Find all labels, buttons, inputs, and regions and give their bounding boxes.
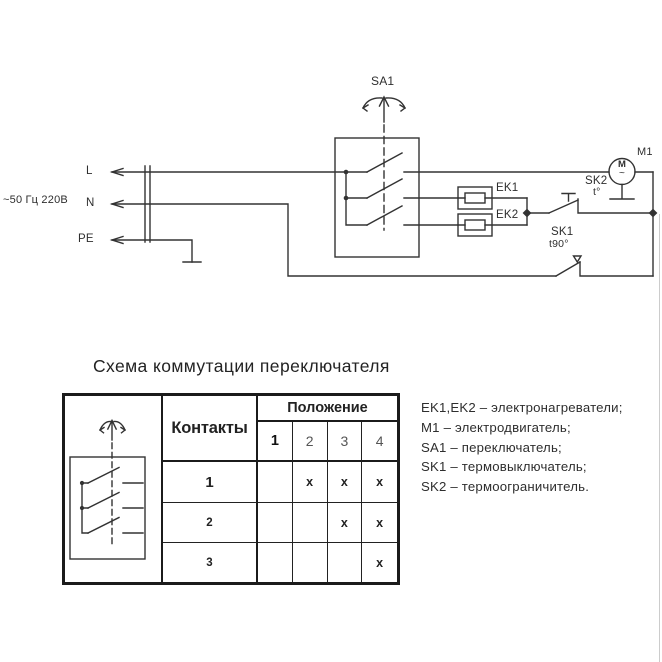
legend-item: SA1 – переключатель;	[421, 439, 562, 455]
sk1-label: SK1	[551, 226, 574, 238]
sk2-label: SK2	[585, 175, 608, 187]
sk1-thermal-switch	[556, 256, 653, 276]
motor-wave-icon: ~	[619, 168, 626, 179]
line-pe-label: PE	[78, 233, 94, 245]
mark-cell: x	[293, 462, 328, 503]
rotation-arrow-icon	[363, 97, 405, 122]
mark-cell: x	[328, 462, 363, 503]
legend-item: EK1,EK2 – электронагреватели;	[421, 400, 623, 415]
thermal-mark	[574, 256, 582, 262]
contact-row-label: 1	[163, 462, 258, 503]
position-4: 4	[362, 422, 397, 462]
legend-item: SK2 – термоограничитель.	[421, 479, 590, 495]
ek2-label: EK2	[496, 209, 519, 221]
sk2-temp-label: t°	[593, 186, 601, 198]
contact-row-label: 3	[163, 543, 258, 582]
mark-cell	[293, 543, 328, 582]
mark-cell	[258, 543, 293, 582]
mark-cell: x	[362, 462, 397, 503]
motor-letter: M	[618, 159, 627, 170]
mark-cell	[258, 462, 293, 503]
sk2-thermal-switch	[527, 194, 653, 214]
heater-junction	[523, 198, 532, 225]
table-title: Схема коммутации переключателя	[93, 356, 390, 376]
mark-cell: x	[376, 555, 384, 570]
sa1-label: SA1	[371, 74, 395, 88]
mark-cell	[293, 503, 328, 543]
mark-cell	[258, 503, 293, 543]
thermal-mark	[562, 194, 575, 202]
motor-m1	[609, 159, 653, 200]
line-n-label: N	[86, 197, 95, 209]
ek1-label: EK1	[496, 182, 519, 194]
page-edge-line	[659, 214, 660, 662]
supply-label: ~50 Гц 220В	[3, 194, 68, 206]
mark-cell	[328, 543, 363, 582]
junction-node	[523, 209, 532, 218]
position-1: 1	[258, 422, 293, 462]
position-2: 2	[293, 422, 328, 462]
contact-row-label: 2	[163, 503, 258, 543]
m1-label: M1	[637, 146, 653, 158]
switch-symbol-cell	[65, 396, 163, 582]
position-header: Положение	[258, 396, 397, 422]
mark-cell: x	[328, 503, 363, 543]
line-l-label: L	[86, 165, 93, 177]
junction-node	[649, 209, 658, 218]
cable-mark	[145, 166, 150, 242]
legend	[421, 398, 623, 497]
sk1-temp-label: t90°	[549, 238, 569, 250]
junction-dot	[344, 196, 349, 201]
mark-cell: x	[362, 503, 397, 543]
position-3: 3	[328, 422, 363, 462]
legend-item: SK1 – термовыключатель;	[421, 459, 587, 475]
supply-wires	[112, 172, 556, 276]
junction-dot	[344, 170, 349, 175]
legend-item: M1 – электродвигатель;	[421, 419, 571, 435]
commutation-table	[62, 393, 400, 585]
supply-arrows	[112, 169, 123, 244]
contacts-header: Контакты	[163, 396, 258, 462]
